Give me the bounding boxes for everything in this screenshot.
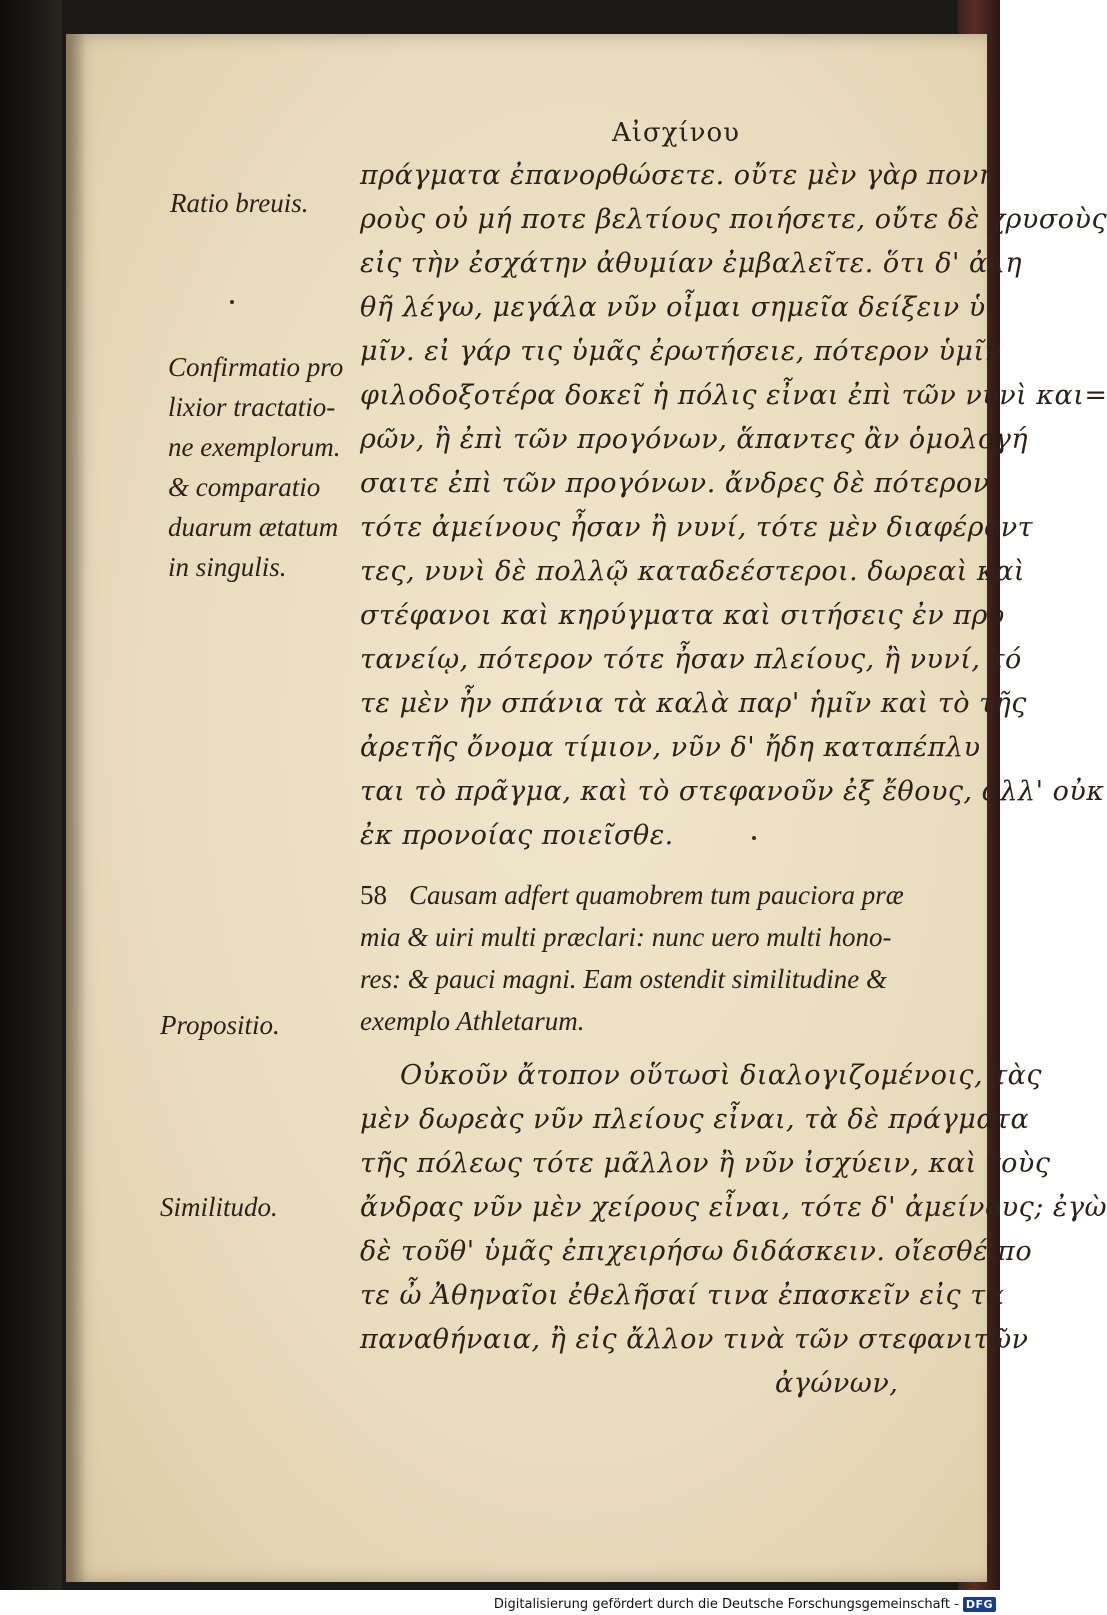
section-number: 58 (360, 880, 387, 910)
margin-note-confirmatio-line: lixior tractatio- (168, 392, 336, 422)
footer-text: Digitalisierung gefördert durch die Deutsche Forschungsgemeinschaft - (493, 1597, 959, 1612)
greek-line: τῆς πόλεως τότε μᾶλλον ἢ νῦν ἰσχύειν, καὶ τοὺς (360, 1148, 1051, 1179)
margin-note-similitudo: Similitudo. (160, 1192, 278, 1222)
margin-note-propositio: Propositio. (160, 1010, 280, 1040)
book-spine (0, 0, 62, 1590)
margin-note-confirmatio-line: in singulis. (168, 552, 287, 582)
gutter-shadow (66, 34, 86, 1582)
greek-line: ἀρετῆς ὄνομα τίμιον, νῦν δ' ἤδη καταπέπλυ (360, 732, 981, 763)
greek-line: ἐκ προνοίας ποιεῖσθε. (360, 820, 674, 851)
greek-line: ται τὸ πρᾶγμα, καὶ τὸ στεφανοῦν ἐξ ἔθους, ἀλλ' οὐκ (360, 776, 1105, 807)
ink-speck (230, 300, 234, 304)
latin-note-line: 58 Causam adfert quamobrem tum pauciora præ (360, 880, 904, 910)
greek-line: μὲν δωρεὰς νῦν πλείους εἶναι, τὰ δὲ πράγματα (360, 1104, 1030, 1135)
greek-line: Οὐκοῦν ἄτοπον οὕτωσὶ διαλογιζομένοις, τὰς (400, 1060, 1042, 1091)
margin-note-ratio: Ratio breuis. (170, 188, 309, 218)
greek-line: τότε ἀμείνους ἦσαν ἢ νυνί, τότε μὲν διαφέροντ (360, 512, 1034, 543)
greek-line: θῆ λέγω, μεγάλα νῦν οἶμαι σημεῖα δείξειν ὑ (360, 292, 986, 323)
greek-line: παναθήναια, ἢ εἰς ἄλλον τινὰ τῶν στεφανιτῶν (360, 1324, 1029, 1355)
latin-note-line: exemplo Athletarum. (360, 1006, 585, 1036)
margin-note-confirmatio-line: & comparatio (168, 472, 321, 502)
greek-line: πράγματα ἐπανορθώσετε. οὔτε μὲν γὰρ πονη (360, 160, 996, 191)
greek-line: τε ὦ Ἀθηναῖοι ἐθελῆσαί τινα ἐπασκεῖν εἰς τὰ (360, 1280, 1005, 1311)
running-head: Αἰσχίνου (612, 118, 740, 148)
dfg-logo: DFG (963, 1597, 996, 1612)
margin-note-confirmatio-line: duarum ætatum (168, 512, 339, 542)
latin-note-line: res: & pauci magni. Eam ostendit similitudine & (360, 964, 887, 994)
latin-note-line: mia & uiri multi præclari: nunc uero multi hono- (360, 922, 892, 952)
greek-line: εἰς τὴν ἐσχάτην ἀθυμίαν ἐμβαλεῖτε. ὅτι δ' ἀλη (360, 248, 1023, 279)
greek-line: ἄνδρας νῦν μὲν χείρους εἶναι, τότε δ' ἀμείνους; ἐγὼ (360, 1192, 1107, 1223)
greek-line: μῖν. εἰ γάρ τις ὑμᾶς ἐρωτήσειε, πότερον ὑμῖν (360, 336, 1002, 367)
greek-line: ροὺς οὐ μή ποτε βελτίους ποιήσετε, οὔτε δὲ χρυσοὺς (360, 204, 1107, 235)
margin-note-confirmatio-line: ne exemplorum. (168, 432, 341, 462)
greek-line: τανείῳ, πότερον τότε ἦσαν πλείους, ἢ νυνί, τό (360, 644, 1022, 675)
ink-speck (752, 836, 756, 840)
greek-line: στέφανοι καὶ κηρύγματα καὶ σιτήσεις ἐν πρυ (360, 600, 1005, 631)
greek-line: φιλοδοξοτέρα δοκεῖ ἡ πόλις εἶναι ἐπὶ τῶν νυνὶ και= (360, 380, 1107, 411)
greek-line: δὲ τοῦθ' ὑμᾶς ἐπιχειρήσω διδάσκειν. οἴεσθέ πο (360, 1236, 1033, 1267)
greek-line-catchword: ἀγώνων, (775, 1368, 899, 1399)
digitization-footer (494, 1597, 996, 1612)
greek-line: τε μὲν ἦν σπάνια τὰ καλὰ παρ' ἡμῖν καὶ τὸ τῆς (360, 688, 1027, 719)
greek-line: τες, νυνὶ δὲ πολλῷ καταδεέστεροι. δωρεαὶ καὶ (360, 556, 1025, 587)
greek-line: ρῶν, ἢ ἐπὶ τῶν προγόνων, ἅπαντες ἂν ὁμολογή (360, 424, 1029, 455)
greek-line: σαιτε ἐπὶ τῶν προγόνων. ἄνδρες δὲ πότερον (360, 468, 990, 499)
margin-note-confirmatio-line: Confirmatio pro (168, 352, 344, 382)
